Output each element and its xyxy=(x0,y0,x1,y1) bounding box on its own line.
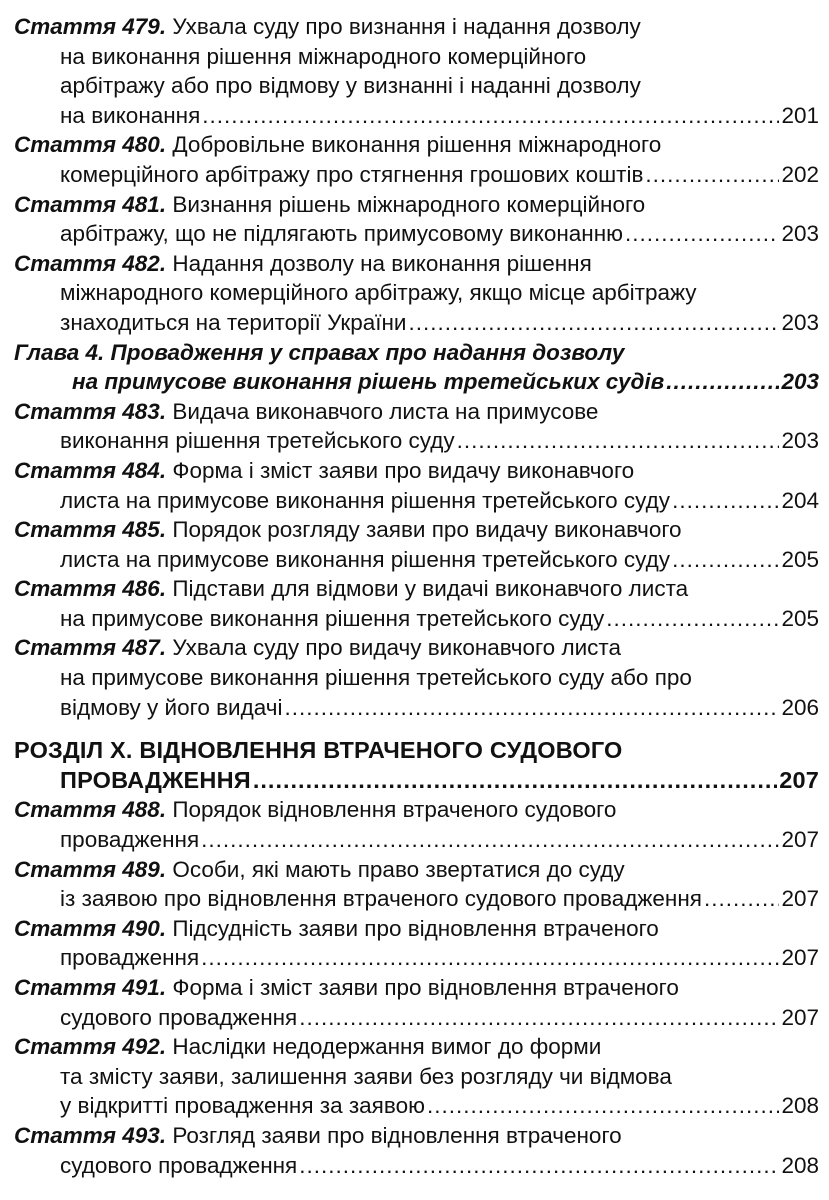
toc-line xyxy=(14,884,819,914)
page-number: 208 xyxy=(781,1093,819,1119)
toc-article-entry xyxy=(14,855,819,914)
toc-line xyxy=(14,604,819,634)
toc-line xyxy=(14,825,819,855)
entry-title-text: із заявою про відновлення втраченого судового провадження xyxy=(60,886,702,912)
toc-line xyxy=(14,914,819,944)
article-label: Стаття 493. xyxy=(14,1122,167,1148)
page-number: 208 xyxy=(781,1152,819,1178)
toc-article-entry xyxy=(14,795,819,854)
dot-leader xyxy=(666,367,779,397)
toc-line xyxy=(14,219,819,249)
entry-title-text: Форма і зміст заяви про видачу виконавчого xyxy=(172,457,635,483)
article-label: Стаття 481. xyxy=(14,191,167,217)
page-number: 203 xyxy=(781,369,819,395)
toc-article-entry xyxy=(14,456,819,515)
toc-line xyxy=(14,1032,819,1062)
entry-title-text: судового провадження xyxy=(60,1152,298,1178)
entry-title-text: міжнародного комерційного арбітражу, якщо місце арбітражу xyxy=(60,280,697,306)
page-number: 203 xyxy=(781,309,819,335)
toc-article-entry xyxy=(14,633,819,722)
toc-line xyxy=(14,426,819,456)
entry-title-text: на виконання рішення міжнародного комерційного xyxy=(60,43,587,69)
toc-article-entry xyxy=(14,515,819,574)
toc-article-entry xyxy=(14,12,819,130)
toc-line xyxy=(14,515,819,545)
article-label: Стаття 480. xyxy=(14,132,167,158)
toc-line xyxy=(14,1062,819,1092)
entry-title-text: на виконання xyxy=(60,102,201,128)
toc-line xyxy=(14,1003,819,1033)
toc-line xyxy=(14,249,819,279)
toc-line xyxy=(14,486,819,516)
entry-title-text: Добровільне виконання рішення міжнародного xyxy=(172,132,662,158)
toc-line xyxy=(14,397,819,427)
page-number: 207 xyxy=(781,1004,819,1030)
dot-leader xyxy=(201,825,779,855)
dot-leader xyxy=(427,1091,779,1121)
dot-leader xyxy=(457,426,780,456)
toc-article-entry xyxy=(14,397,819,456)
toc-article-entry xyxy=(14,190,819,249)
article-label: Стаття 488. xyxy=(14,797,167,823)
entry-title-text: Ухвала суду про визнання і надання дозволу xyxy=(172,14,641,39)
article-label: Стаття 485. xyxy=(14,517,167,543)
page-number: 207 xyxy=(779,766,819,793)
toc-line xyxy=(14,943,819,973)
toc-line xyxy=(14,736,819,766)
toc-article-entry xyxy=(14,574,819,633)
entry-title-text: знаходиться на території України xyxy=(60,309,407,335)
entry-title-text: Надання дозволу на виконання рішення xyxy=(172,250,592,276)
dot-leader xyxy=(202,101,779,131)
entry-title-text: Підсудність заяви про відновлення втраченого xyxy=(172,915,659,941)
entry-title-text: на примусове виконання рішення третейського суду або про xyxy=(60,665,692,691)
toc-line xyxy=(14,101,819,131)
article-label: Стаття 479. xyxy=(14,14,167,39)
toc-article-entry xyxy=(14,973,819,1032)
entry-title-text: листа на примусове виконання рішення третейського суду xyxy=(60,487,671,513)
entry-title-text: та змісту заяви, залишення заяви без розгляду чи відмова xyxy=(60,1063,672,1089)
page-number: 204 xyxy=(781,487,819,513)
page-number: 201 xyxy=(781,102,819,128)
page-number: 206 xyxy=(781,694,819,720)
article-label: Стаття 484. xyxy=(14,457,167,483)
article-label: Стаття 487. xyxy=(14,635,167,661)
page-number: 203 xyxy=(781,221,819,247)
toc-line xyxy=(14,1091,819,1121)
article-label: Стаття 491. xyxy=(14,975,167,1000)
toc-line xyxy=(14,190,819,220)
entry-title-text: арбітражу, що не підлягають примусовому виконанню xyxy=(60,221,624,247)
dot-leader xyxy=(253,766,777,796)
entry-title-text: на примусове виконання рішень третейських судів xyxy=(72,369,665,395)
article-label: Стаття 486. xyxy=(14,576,167,602)
entry-title-text: Визнання рішень міжнародного комерційного xyxy=(172,191,646,217)
entry-title-text: Форма і зміст заяви про відновлення втраченого xyxy=(172,975,679,1000)
page-number: 202 xyxy=(781,161,819,187)
entry-title-text: Порядок відновлення втраченого судового xyxy=(172,797,617,823)
entry-title-text: листа на примусове виконання рішення третейського суду xyxy=(60,546,671,572)
toc-line xyxy=(14,795,819,825)
toc-article-entry xyxy=(14,1121,819,1180)
page-number: 203 xyxy=(781,428,819,454)
dot-leader xyxy=(201,943,779,973)
dot-leader xyxy=(409,308,780,338)
dot-leader xyxy=(704,884,780,914)
entry-title-text: Наслідки недодержання вимог до форми xyxy=(172,1034,602,1060)
toc-line xyxy=(14,71,819,101)
entry-title-text: комерційного арбітражу про стягнення грошових коштів xyxy=(60,161,644,187)
entry-title-text: арбітражу або про відмову у визнанні і наданні дозволу xyxy=(60,73,641,99)
entry-title-text: РОЗДІЛ X. ВІДНОВЛЕННЯ ВТРАЧЕНОГО СУДОВОГО xyxy=(14,737,623,764)
dot-leader xyxy=(606,604,779,634)
entry-title-text: у відкритті провадження за заявою xyxy=(60,1093,425,1119)
entry-title-text: Підстави для відмови у видачі виконавчого листа xyxy=(172,576,689,602)
toc-line xyxy=(14,42,819,72)
toc-line xyxy=(14,308,819,338)
entry-title-text: ПРОВАДЖЕННЯ xyxy=(60,766,251,793)
toc-article-entry xyxy=(14,249,819,338)
toc-article-entry xyxy=(14,1032,819,1121)
page-number: 205 xyxy=(781,546,819,572)
toc-line xyxy=(14,278,819,308)
entry-title-text: Порядок розгляду заяви про видачу виконавчого xyxy=(172,517,682,543)
entry-title-text: провадження xyxy=(60,945,200,971)
entry-title-text: на примусове виконання рішення третейського суду xyxy=(60,605,605,631)
toc-line xyxy=(14,663,819,693)
entry-title-text: Глава 4. Провадження у справах про надання дозволу xyxy=(14,339,625,365)
entry-title-text: Видача виконавчого листа на примусове xyxy=(172,398,599,424)
entry-title-text: виконання рішення третейського суду xyxy=(60,428,455,454)
toc-line xyxy=(14,855,819,885)
entry-title-text: відмову у його видачі xyxy=(60,694,283,720)
page-number: 205 xyxy=(781,605,819,631)
article-label: Стаття 482. xyxy=(14,250,167,276)
toc-line xyxy=(14,456,819,486)
toc-line xyxy=(14,693,819,723)
toc-line xyxy=(14,12,819,42)
page-number: 207 xyxy=(781,886,819,912)
toc-line xyxy=(14,367,819,397)
toc-line xyxy=(14,574,819,604)
article-label: Стаття 489. xyxy=(14,856,167,882)
page-number: 207 xyxy=(781,827,819,853)
entry-title-text: судового провадження xyxy=(60,1004,298,1030)
toc-line xyxy=(14,160,819,190)
entry-title-text: Особи, які мають право звертатися до суду xyxy=(172,856,625,882)
dot-leader xyxy=(299,1003,779,1033)
dot-leader xyxy=(672,486,779,516)
dot-leader xyxy=(645,160,779,190)
page-number: 207 xyxy=(781,945,819,971)
article-label: Стаття 483. xyxy=(14,398,167,424)
table-of-contents xyxy=(14,12,819,1180)
dot-leader xyxy=(299,1151,779,1181)
toc-line xyxy=(14,1151,819,1181)
entry-title-text: провадження xyxy=(60,827,200,853)
dot-leader xyxy=(672,545,779,575)
toc-chapter-entry xyxy=(14,338,819,397)
toc-line xyxy=(14,973,819,1003)
toc-line xyxy=(14,633,819,663)
toc-section-entry xyxy=(14,736,819,795)
toc-line xyxy=(14,130,819,160)
article-label: Стаття 492. xyxy=(14,1034,167,1060)
toc-line xyxy=(14,545,819,575)
toc-article-entry xyxy=(14,914,819,973)
toc-line xyxy=(14,338,819,368)
dot-leader xyxy=(625,219,779,249)
article-label: Стаття 490. xyxy=(14,915,167,941)
dot-leader xyxy=(284,693,779,723)
toc-line xyxy=(14,766,819,796)
toc-line xyxy=(14,1121,819,1151)
toc-article-entry xyxy=(14,130,819,189)
entry-title-text: Ухвала суду про видачу виконавчого листа xyxy=(172,635,621,661)
entry-title-text: Розгляд заяви про відновлення втраченого xyxy=(172,1122,622,1148)
